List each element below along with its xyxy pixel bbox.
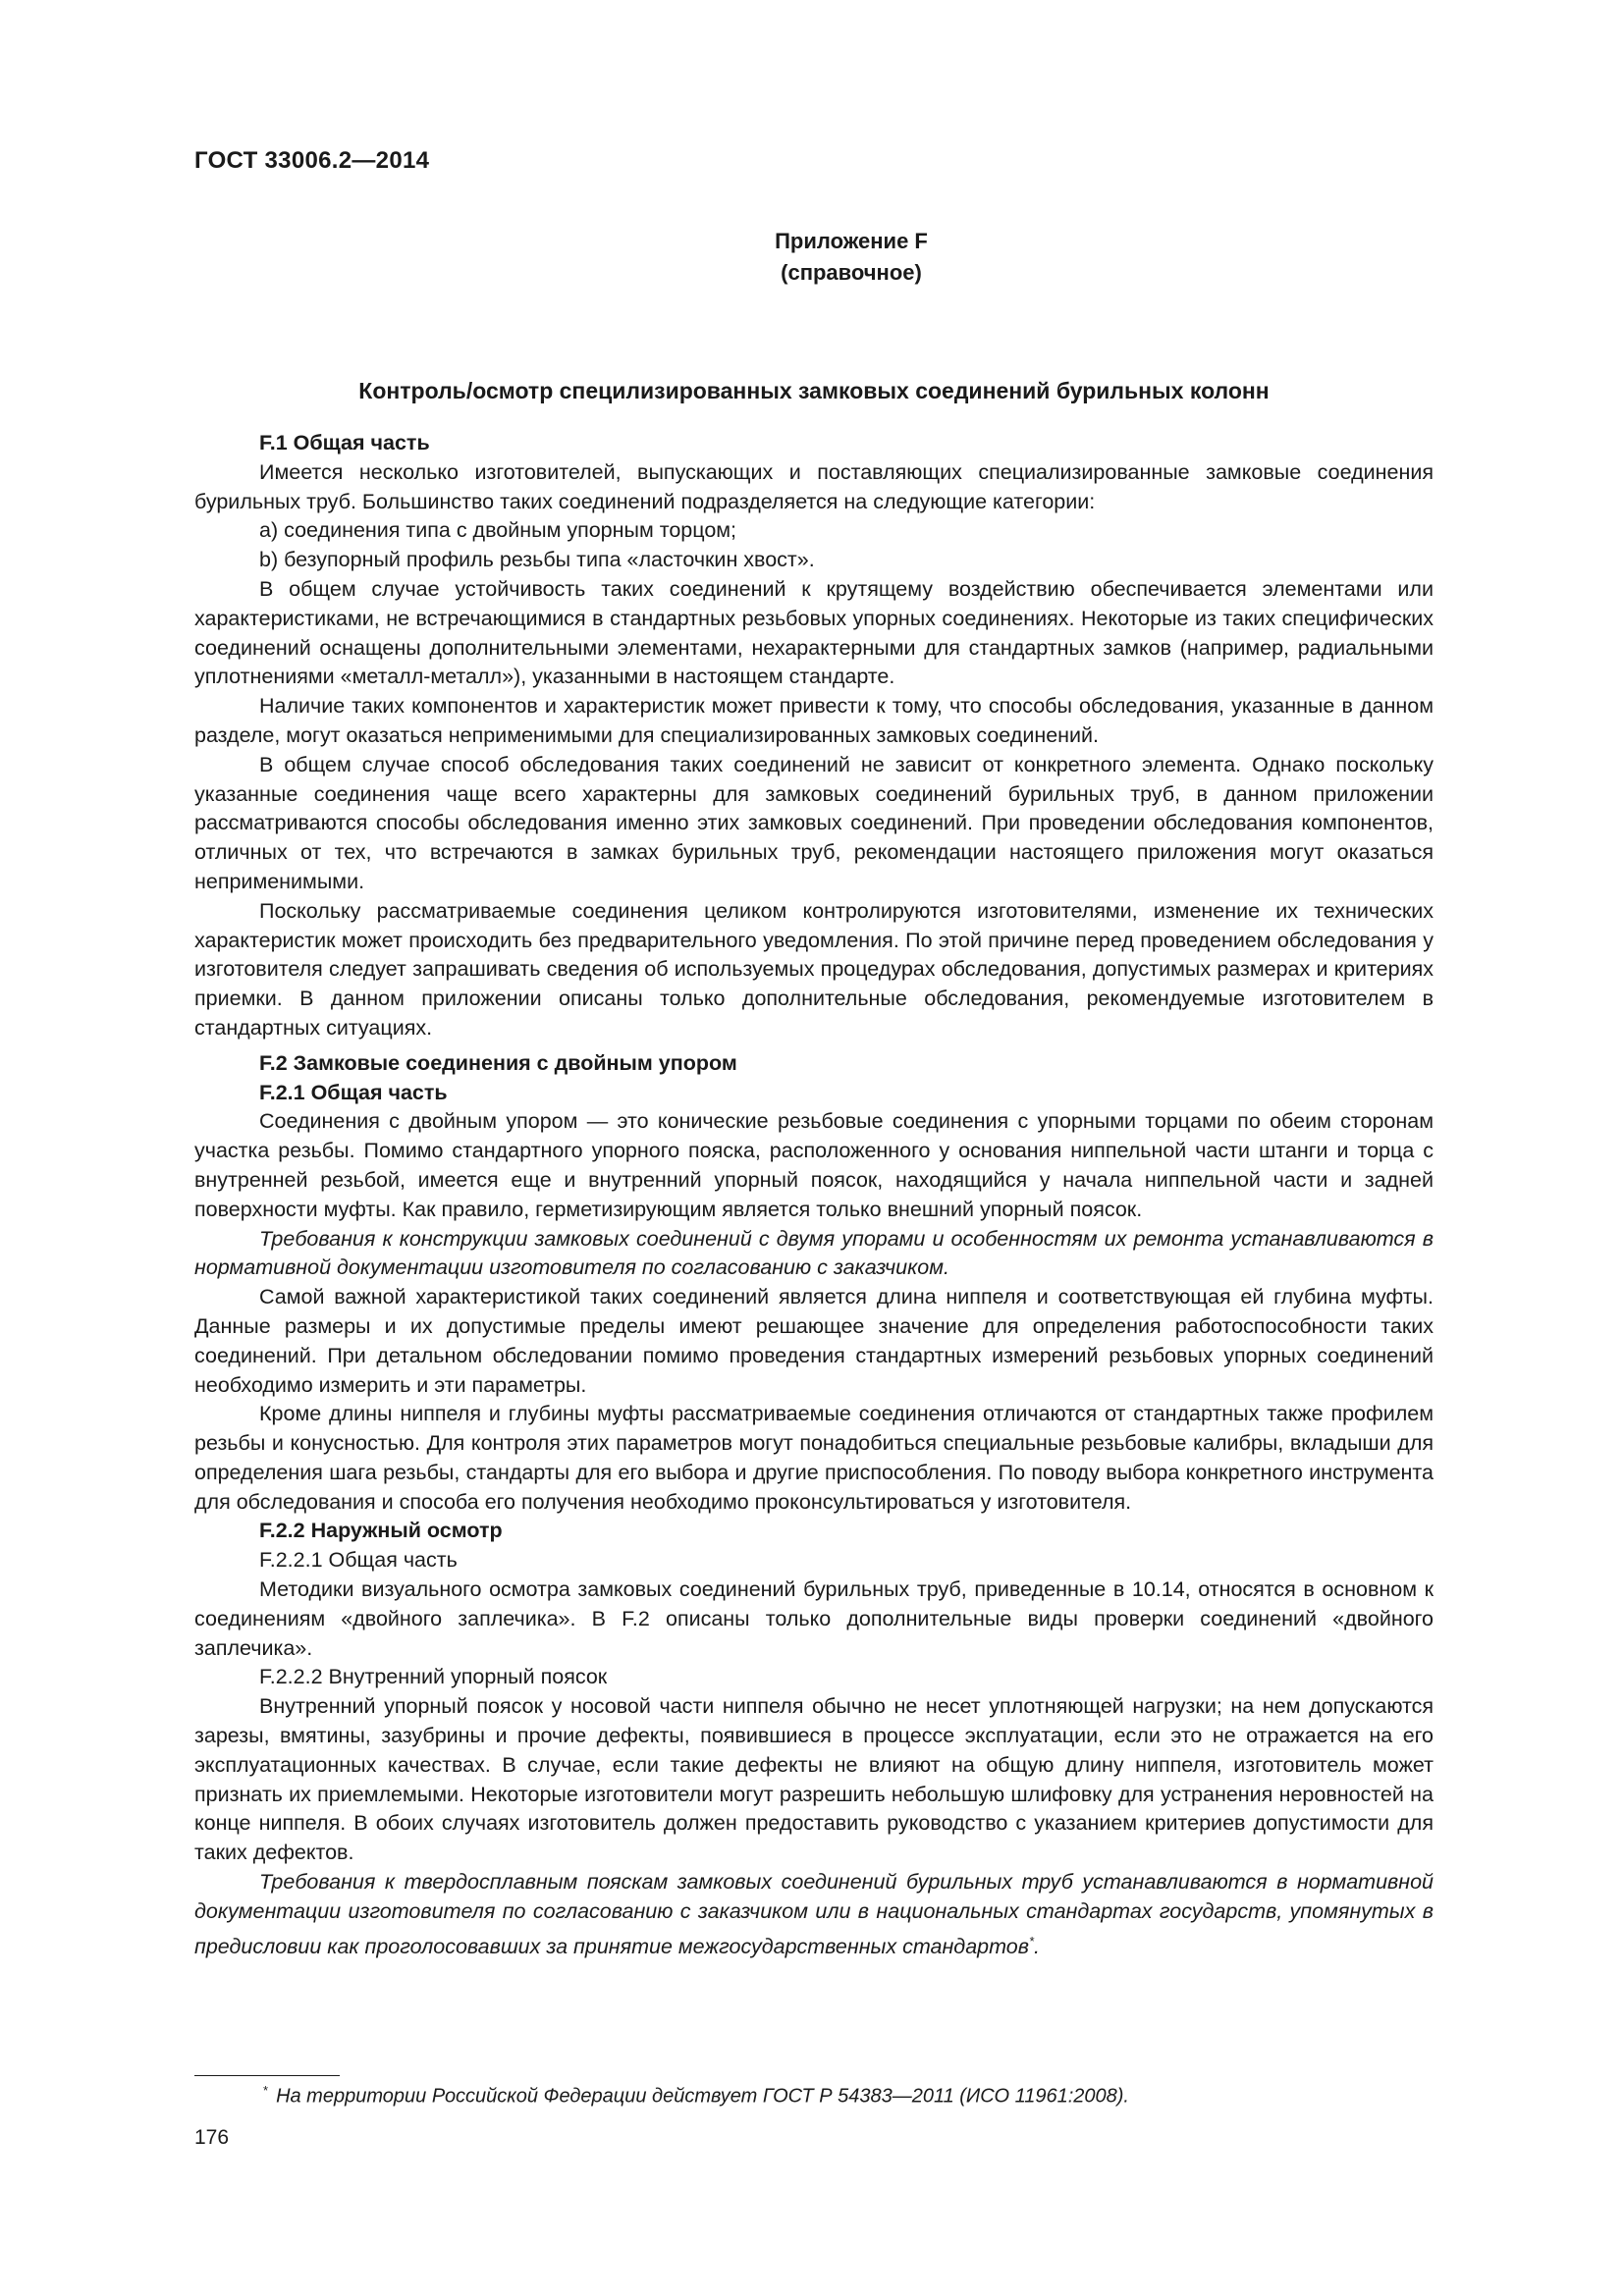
paragraph: Соединения с двойным упором — это конические резьбовые соединения с упорными торцами по обеим сторонам участка резьбы. Помимо стандартного упорного пояска, расположенного у основания ниппельной части штанги и торца с внутренней резьбой, имеется еще и внутренний упорный поясок, находящийся у начала ниппельной части и задней поверхности муфты. Как правило, герметизирующим является только внешний упорный поясок. <box>194 1109 1434 1221</box>
annex-kind: (справочное) <box>781 260 922 285</box>
section-heading-f1: F.1 Общая часть <box>259 431 430 454</box>
section-heading-f222: F.2.2.2 Внутренний упорный поясок <box>259 1665 608 1689</box>
paragraph: Имеется несколько изготовителей, выпускающих и поставляющих специализированные замковые соединения бурильных труб. Большинство таких соединений подразделяется на следующие категории: <box>194 459 1434 513</box>
list-item-a: a) соединения типа с двойным упорным торцом; <box>259 518 737 543</box>
section-heading-f22: F.2.2 Наружный осмотр <box>259 1519 503 1543</box>
paragraph: Поскольку рассматриваемые соединения целиком контролируются изготовителями, изменение их технических характеристик может происходить без предварительного уведомления. По этой причине перед проведением обследования у изготовителя следует запрашивать сведения об используемых процедурах обследования, допустимых размерах и критериях приемки. В данном приложении описаны только дополнительные обследования, рекомендуемые изготовителем в стандартных ситуациях. <box>194 898 1434 1040</box>
paragraph: Внутренний упорный поясок у носовой части ниппеля обычно не несет уплотняющей нагрузки; на нем допускаются зарезы, вмятины, зазубрины и прочие дефекты, появившиеся в процессе эксплуатации, если это не отражается на его эксплуатационных качествах. В случае, если такие дефекты не влияют на общую длину ниппеля, изготовитель может признать их приемлемыми. Некоторые изготовители могут разрешить небольшую шлифовку для устранения неровностей на конце ниппеля. В обоих случаях изготовитель должен предоставить руководство с указанием критериев допустимости для таких дефектов. <box>194 1694 1434 1865</box>
section-heading-f2: F.2 Замковые соединения с двойным упором <box>259 1050 737 1075</box>
document-title: Контроль/осмотр специлизированных замковых соединений бурильных колонн <box>358 378 1270 403</box>
paragraph-italic-with-footnote <box>194 1868 1434 1962</box>
paragraph: Кроме длины ниппеля и глубины муфты рассматриваемые соединения отличаются от стандартных также профилем резьбы и конусностью. Для контроля этих параметров могут понадобиться специальные резьбовые калибры, вкладыши для определения шага резьбы, стандарты для его выбора и другие приспособления. По поводу выбора конкретного инструмента для обследования и способа его получения необходимо проконсультироваться у изготовителя. <box>194 1402 1434 1514</box>
footnote-reference[interactable]: * <box>1028 1933 1035 1949</box>
paragraph: Методики визуального осмотра замковых соединений бурильных труб, приведенные в 10.14, относятся в основном к соединениям «двойного заплечика». В F.2 описаны только дополнительные виды проверки соединений «двойного заплечика». <box>194 1577 1434 1660</box>
document-body <box>194 429 1434 1962</box>
paragraph: В общем случае устойчивость таких соединений к крутящему воздействию обеспечивается элементами или характеристиками, не встречающимися в стандартных резьбовых упорных соединениях. Некоторые из таких специфических соединений оснащены дополнительными элементами, нехарактерными для стандартных замков (например, радиальными уплотнениями «металл-металл»), указанными в настоящем стандарте. <box>194 576 1434 689</box>
annex-heading <box>0 226 1624 289</box>
paragraph: В общем случае способ обследования таких соединений не зависит от конкретного элемента. Однако поскольку указанные соединения чаще всего характерны для замковых соединений бурильных труб, в данном приложении рассматриваются способы обследования именно этих замковых соединений. При проведении обследования компонентов, отличных от тех, что встречаются в замках бурильных труб, рекомендации настоящего приложения могут оказаться неприменимыми. <box>194 752 1434 893</box>
paragraph-italic: Требования к конструкции замковых соединений с двумя упорами и особенностям их ремонта устанавливаются в нормативной документации изготовителя по согласованию с заказчиком. <box>194 1226 1434 1280</box>
section-heading-f21: F.2.1 Общая часть <box>259 1080 448 1104</box>
standard-designation: ГОСТ 33006.2—2014 <box>194 147 430 174</box>
paragraph: Наличие таких компонентов и характеристик может привести к тому, что способы обследования, указанные в данном разделе, могут оказаться неприменимыми для специализированных замковых соединений. <box>194 694 1434 747</box>
footnote-mark: * <box>263 2083 269 2098</box>
section-heading-f221: F.2.2.1 Общая часть <box>259 1548 458 1573</box>
paragraph-end: . <box>1034 1934 1041 1958</box>
footnote <box>263 2083 1129 2109</box>
annex-title: Приложение F <box>775 229 928 253</box>
paragraph-italic-text: Требования к твердосплавным пояскам замковых соединений бурильных труб устанавливаются в нормативной документации изготовителя по согласованию с заказчиком или в национальных стандартах государств, упомянутых в предисловии как проголосовавших за принятие межгосударственных стандартов <box>194 1870 1434 1958</box>
page-number: 176 <box>194 2126 230 2149</box>
footnote-text: На территории Российской Федерации действует ГОСТ Р 54383—2011 (ИСО 11961:2008). <box>276 2085 1129 2108</box>
footnote-divider <box>194 2075 340 2076</box>
paragraph: Самой важной характеристикой таких соединений является длина ниппеля и соответствующая ей глубина муфты. Данные размеры и их допустимые пределы имеют решающее значение для определения работоспособности таких соединений. При детальном обследовании помимо проведения стандартных измерений резьбовых упорных соединений необходимо измерить и эти параметры. <box>194 1285 1434 1397</box>
list-item-b: b) безупорный профиль резьбы типа «ласточкин хвост». <box>259 548 815 572</box>
